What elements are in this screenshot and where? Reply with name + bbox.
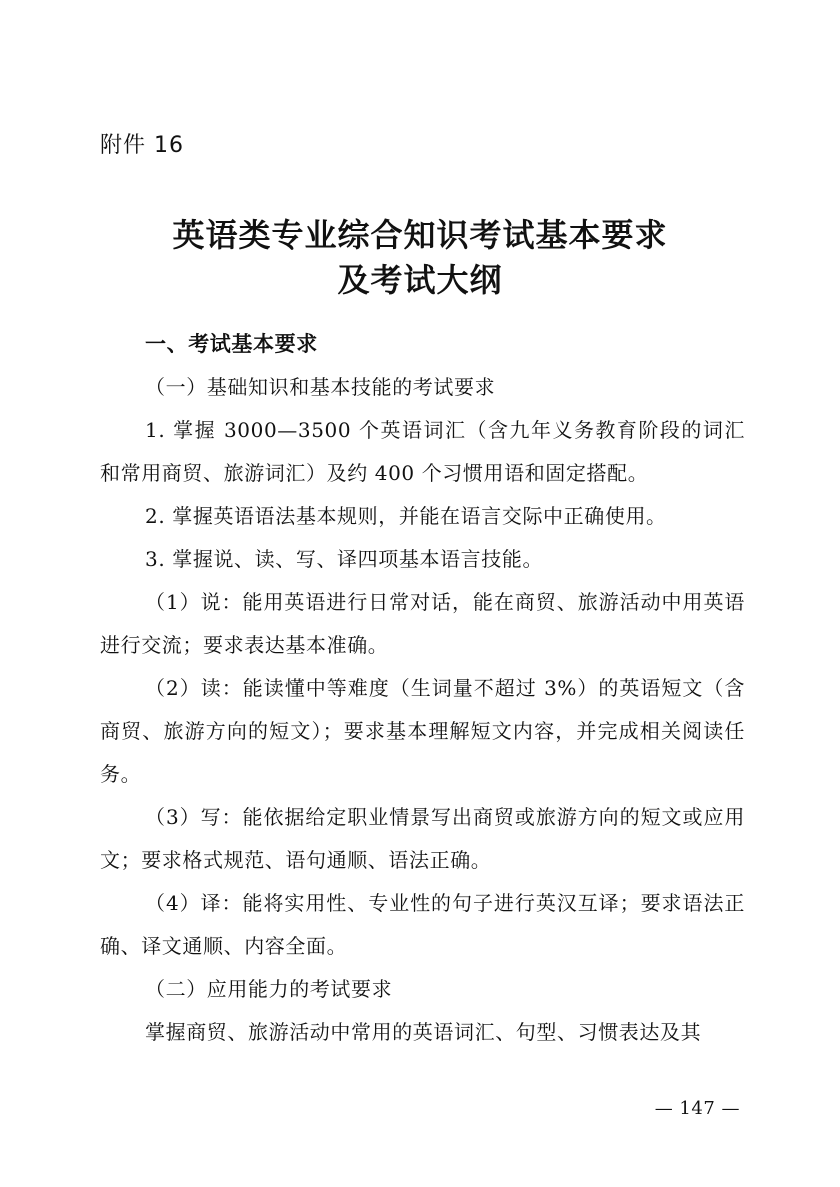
document-title-line-2: 及考试大纲 — [337, 261, 503, 299]
requirement-item-1: 1. 掌握 3000—3500 个英语词汇（含九年义务教育阶段的词汇和常用商贸、旅游词汇）及约 400 个习惯用语和固定搭配。 — [100, 418, 745, 485]
skill-item-writing: （3）写：能依据给定职业情景写出商贸或旅游方向的短文或应用文；要求格式规范、语句通顺、语法正确。 — [100, 805, 745, 872]
application-requirement-text: 掌握商贸、旅游活动中常用的英语词汇、句型、习惯表达及其 — [145, 1020, 702, 1044]
page-number: — 147 — — [654, 1098, 740, 1119]
requirement-item-2: 2. 掌握英语语法基本规则，并能在语言交际中正确使用。 — [145, 504, 667, 528]
subsection-heading-1: （一）基础知识和基本技能的考试要求 — [145, 375, 496, 399]
document-title-line-1: 英语类专业综合知识考试基本要求 — [172, 216, 668, 254]
skill-item-speaking: （1）说：能用英语进行日常对话，能在商贸、旅游活动中用英语进行交流；要求表达基本准确。 — [100, 590, 745, 657]
attachment-label: 附件 16 — [100, 133, 184, 158]
subsection-heading-2: （二）应用能力的考试要求 — [145, 977, 393, 1001]
section-heading-1: 一、考试基本要求 — [145, 332, 318, 356]
requirement-item-3: 3. 掌握说、读、写、译四项基本语言技能。 — [145, 547, 544, 571]
skill-item-translation: （4）译：能将实用性、专业性的句子进行英汉互译；要求语法正确、译文通顺、内容全面。 — [100, 891, 745, 958]
skill-item-reading: （2）读：能读懂中等难度（生词量不超过 3%）的英语短文（含商贸、旅游方向的短文）；要求基本理解短文内容，并完成相关阅读任务。 — [100, 676, 745, 786]
